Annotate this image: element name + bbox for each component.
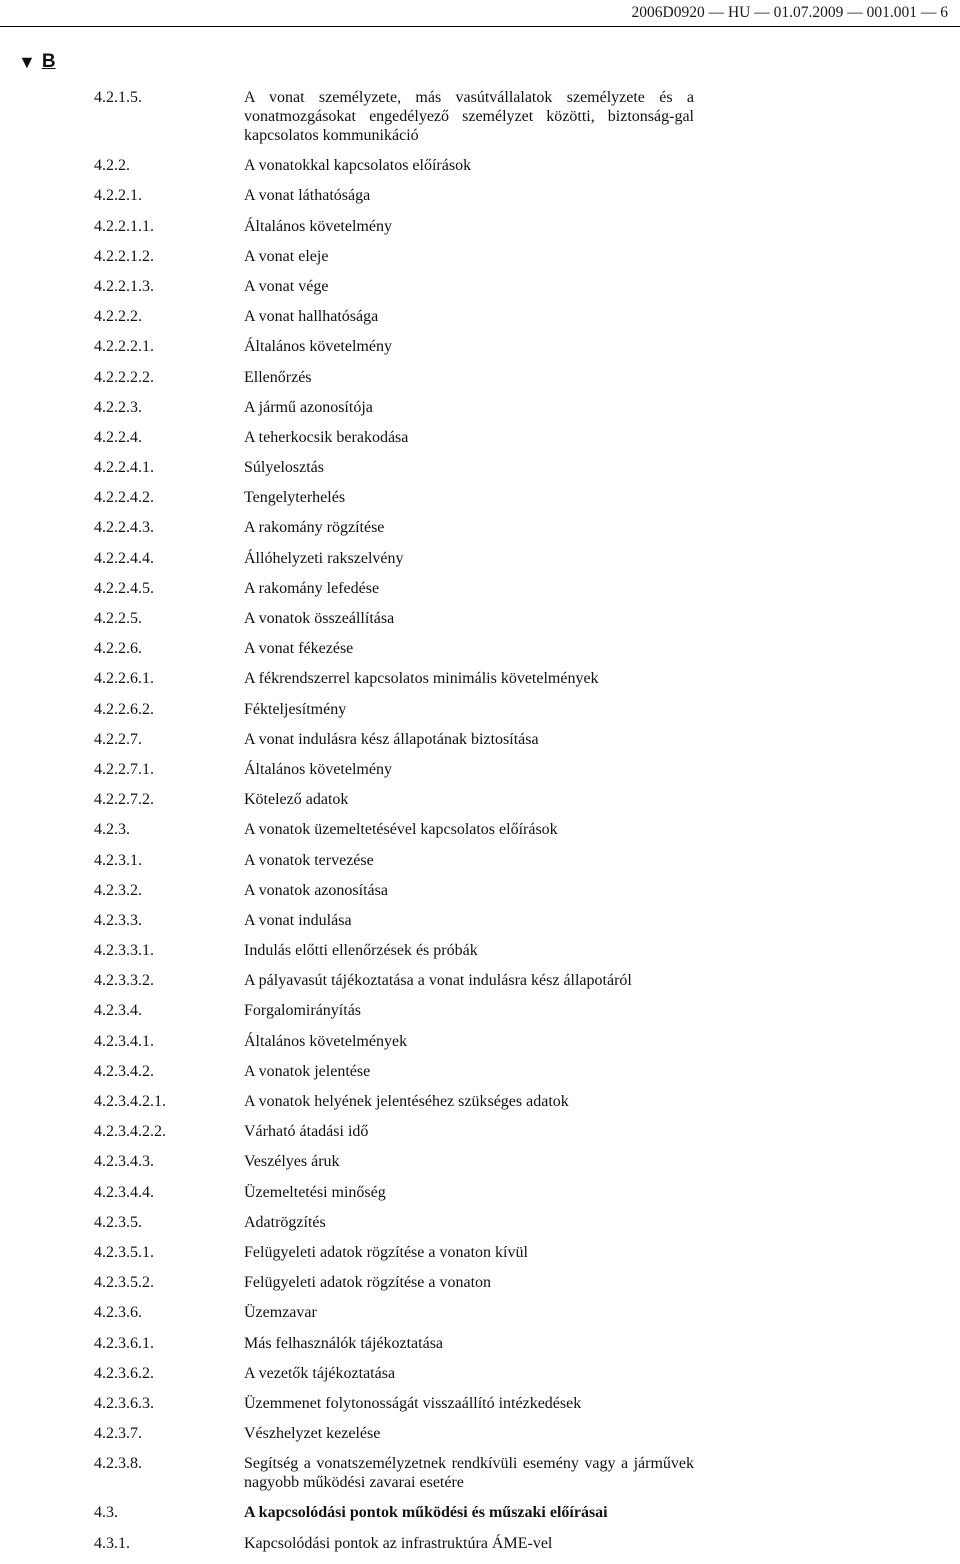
section-title: Súlyelosztás [244,459,324,477]
section-title: A vonat vége [244,277,329,295]
section-title: Felügyeleti adatok rögzítése a vonaton [244,1274,492,1292]
toc-row [94,790,694,809]
toc-row [94,639,694,658]
toc-row [94,579,694,598]
marker-letter: B [41,51,56,72]
section-title: Felügyeleti adatok rögzítése a vonaton kívül [244,1243,528,1261]
section-title: A vonat indulása [244,911,352,929]
section-title: Fékteljesítmény [244,700,347,718]
section-number: 4.2.3.1. [94,851,142,869]
section-number: 4.2.2. [94,157,130,175]
toc-row [94,1534,694,1553]
section-title: Általános követelmények [244,1032,408,1050]
section-number: 4.2.2.7.2. [94,791,154,809]
section-number: 4.2.2.1.1. [94,217,154,235]
section-title: Indulás előtti ellenőrzések és próbák [244,942,478,960]
section-number: 4.2.3.8. [94,1455,142,1473]
section-number: 4.2.2.4.2. [94,489,154,507]
section-number: 4.2.3. [94,821,130,839]
section-number: 4.2.2.2.2. [94,368,154,386]
toc-row [94,337,694,356]
section-number: 4.2.2.6.2. [94,700,154,718]
section-number: 4.2.2.5. [94,610,142,627]
toc-row [94,1122,694,1141]
section-number: 4.2.2.4.3. [94,519,154,537]
section-number: 4.2.3.5. [94,1213,142,1231]
section-title: A vezetők tájékoztatása [244,1364,396,1382]
section-title: Tengelyterhelés [244,489,346,507]
section-title: A vonatok összeállítása [244,610,395,627]
section-number: 4.2.2.4.4. [94,549,154,567]
section-title: A rakomány lefedése [244,579,380,597]
section-number: 4.2.3.3. [94,911,142,929]
section-title: A jármű azonosítója [244,398,373,416]
section-number: 4.2.2.6.1. [94,670,154,688]
toc-row [94,368,694,387]
section-title: Forgalomirányítás [244,1002,362,1020]
toc-row [94,1092,694,1111]
toc-row [94,730,694,749]
toc-row [94,398,694,417]
toc-row [94,911,694,930]
toc-row [94,156,694,175]
toc-row [94,820,694,839]
section-number: 4.2.3.4.2.2. [94,1123,166,1141]
section-number: 4.2.3.4.2. [94,1062,154,1080]
section-number: 4.2.3.4.1. [94,1032,154,1050]
section-number: 4.2.2.1.3. [94,277,154,295]
section-number: 4.2.3.5.2. [94,1274,154,1292]
toc-row [94,1334,694,1353]
section-number: 4.2.3.3.1. [94,942,154,960]
section-number: 4.2.2.2. [94,308,142,326]
toc-row [94,700,694,719]
section-title: A vonat láthatósága [244,187,371,205]
section-title: A teherkocsik berakodása [244,428,409,446]
section-number: 4.3. [94,1504,118,1522]
section-title: A vonatok jelentése [244,1062,371,1080]
section-title: A vonatok azonosítása [244,881,388,899]
toc-row [94,669,694,688]
section-number: 4.3.1. [94,1534,130,1552]
section-title: Kötelező adatok [244,791,349,809]
toc-row [94,1001,694,1020]
toc-row [94,88,694,145]
toc-row [94,247,694,266]
section-title: A vonatok helyének jelentéséhez szükséges adatok [244,1093,569,1110]
section-number: 4.2.3.5.1. [94,1243,154,1261]
toc-row [94,428,694,447]
toc-row [94,609,694,628]
section-number: 4.2.2.2.1. [94,338,154,356]
toc-row [94,1213,694,1232]
toc-row [94,1424,694,1443]
section-title: Állóhelyzeti rakszelvény [244,549,404,567]
amendment-marker [18,50,56,74]
section-title: A vonatokkal kapcsolatos előírások [244,157,472,175]
section-number: 4.2.3.4.2.1. [94,1093,166,1110]
section-title: A vonat indulásra kész állapotának biztosítása [244,730,539,748]
toc-row [94,186,694,205]
toc-row [94,217,694,236]
section-title: Általános követelmény [244,217,392,235]
toc-row [94,1273,694,1292]
section-number: 4.2.3.6.1. [94,1334,154,1352]
section-title: A vonat hallhatósága [244,308,379,326]
toc-row [94,971,694,990]
section-title: Adatrögzítés [244,1213,326,1231]
toc-row [94,277,694,296]
toc-row [94,488,694,507]
section-title: Üzemzavar [244,1304,317,1322]
header-text: 2006D0920 — HU — 01.07.2009 — 001.001 — 6 [631,4,948,21]
section-number: 4.2.3.4.3. [94,1153,154,1171]
section-number: 4.2.2.4. [94,428,142,446]
section-number: 4.2.2.4.1. [94,459,154,477]
toc-row [94,549,694,568]
section-title: Általános követelmény [244,338,392,356]
section-title: Üzemmenet folytonosságát visszaállító intézkedések [244,1394,582,1412]
section-number: 4.2.2.3. [94,398,142,416]
section-number: 4.2.1.5. [94,89,142,106]
toc-row [94,307,694,326]
section-number: 4.2.3.2. [94,881,142,899]
section-number: 4.2.2.7. [94,730,142,748]
section-title: A kapcsolódási pontok működési és műszaki előírásai [244,1504,608,1522]
section-title: Várható átadási idő [244,1123,369,1141]
section-title: A vonat személyzete, más vasútvállalatok személyzete és a vonatmozgásokat engedélyező személyzet közötti, biztonság-gal kapcsolatos kommunikáció [244,89,694,144]
section-number: 4.2.2.7.1. [94,760,154,778]
toc-row [94,1303,694,1322]
section-title: Vészhelyzet kezelése [244,1425,381,1443]
triangle-down-icon: ▼ [18,52,36,72]
section-title: Veszélyes áruk [244,1153,340,1171]
section-title: A fékrendszerrel kapcsolatos minimális követelmények [244,670,599,688]
section-number: 4.2.3.7. [94,1425,142,1443]
section-title: Üzemeltetési minőség [244,1183,386,1201]
section-title: A rakomány rögzítése [244,519,385,537]
toc-row [94,518,694,537]
page-header [632,0,948,26]
section-number: 4.2.2.1. [94,187,142,205]
section-number: 4.2.3.3.2. [94,972,154,990]
header-rule [0,26,960,27]
toc-row [94,941,694,960]
section-title: Ellenőrzés [244,368,312,386]
section-title: Más felhasználók tájékoztatása [244,1334,444,1352]
section-title: A vonatok üzemeltetésével kapcsolatos előírások [244,821,558,839]
section-number: 4.2.3.6. [94,1304,142,1322]
toc-row [94,458,694,477]
section-number: 4.2.3.6.3. [94,1394,154,1412]
table-of-contents [94,88,694,1564]
section-number: 4.2.3.4.4. [94,1183,154,1201]
section-title: A vonatok tervezése [244,851,374,869]
section-title: Általános követelmény [244,760,392,778]
toc-row [94,881,694,900]
toc-row [94,1503,694,1522]
section-title: A vonat fékezése [244,640,354,658]
toc-row [94,1062,694,1081]
toc-row [94,1394,694,1413]
section-title: A vonat eleje [244,247,329,265]
section-number: 4.2.3.6.2. [94,1364,154,1382]
section-title: A pályavasút tájékoztatása a vonat indulásra kész állapotáról [244,972,632,990]
toc-row [94,1454,694,1492]
toc-row [94,1243,694,1262]
toc-row [94,1152,694,1171]
toc-row [94,1032,694,1051]
section-number: 4.2.2.1.2. [94,247,154,265]
section-number: 4.2.2.6. [94,640,142,658]
section-number: 4.2.3.4. [94,1002,142,1020]
toc-row [94,1364,694,1383]
section-title: Kapcsolódási pontok az infrastruktúra ÁME-vel [244,1534,553,1552]
section-number: 4.2.2.4.5. [94,579,154,597]
toc-row [94,1183,694,1202]
toc-row [94,851,694,870]
section-title: Segítség a vonatszemélyzetnek rendkívüli esemény vagy a járművek nagyobb működési zavarai esetére [244,1455,694,1492]
toc-row [94,760,694,779]
